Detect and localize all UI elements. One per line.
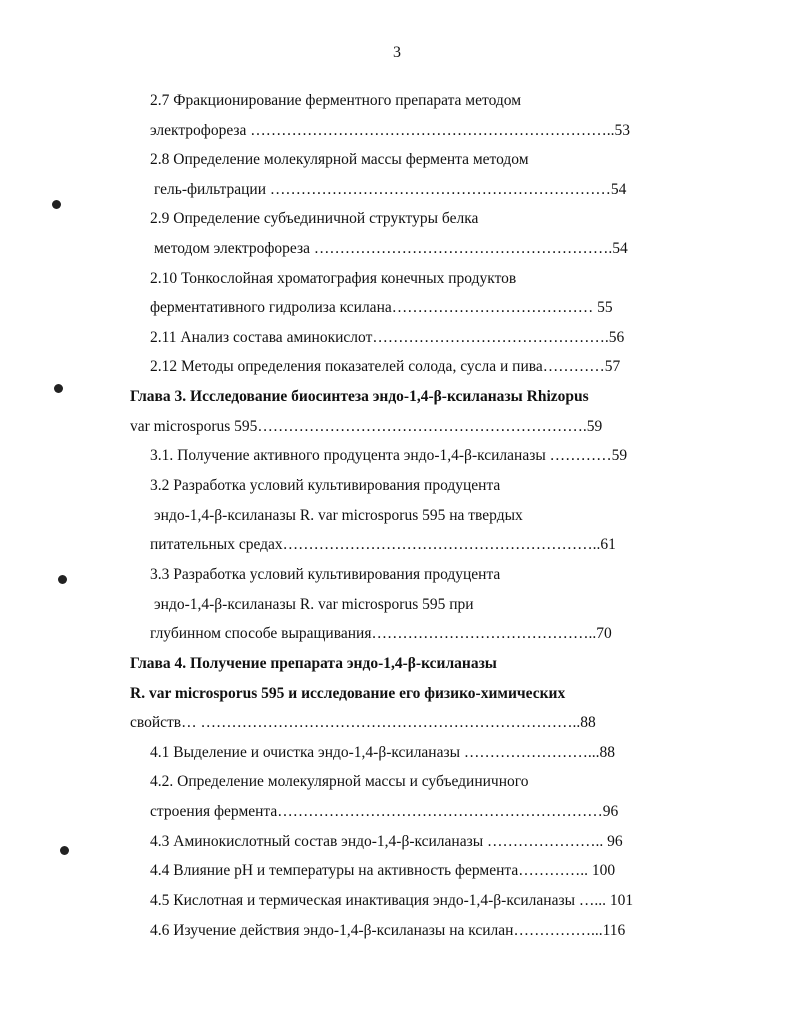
toc-line (0, 712, 794, 734)
toc-text: 4.5 Кислотная и термическая инактивация эндо-1,4-β-ксиланазы …... 101 (150, 892, 634, 909)
scan-mark (60, 846, 69, 855)
toc-line (0, 594, 794, 616)
toc-text: 2.8 Определение молекулярной массы фермента методом (150, 151, 529, 168)
toc-text: 4.6 Изучение действия эндо-1,4-β-ксиланазы на ксилан……………...116 (150, 922, 626, 939)
toc-line (0, 327, 794, 349)
toc-text: гель-фильтрации …………………………………………………………54 (154, 181, 627, 198)
toc-line (0, 801, 794, 823)
toc-line (0, 890, 794, 912)
toc-text: 2.11 Анализ состава аминокислот……………………………………….56 (150, 329, 625, 346)
toc-line (0, 179, 794, 201)
toc-line (0, 564, 794, 586)
toc-text: 2.9 Определение субъединичной структуры белка (150, 210, 479, 227)
toc-line (0, 416, 794, 438)
toc-line (0, 90, 794, 112)
chapter-heading (0, 653, 794, 675)
toc-line (0, 860, 794, 882)
toc-line (0, 445, 794, 467)
toc-text: Глава 3. Исследование биосинтеза эндо-1,4-β-ксиланазы Rhizopus (130, 388, 589, 405)
toc-text: питательных средах……………………………………………………..61 (150, 536, 616, 553)
toc-text: var microsporus 595……………………………………………………….59 (130, 418, 603, 435)
toc-line (0, 920, 794, 942)
toc-line (0, 505, 794, 527)
toc-line (0, 297, 794, 319)
toc-text: 3.3 Разработка условий культивирования продуцента (150, 566, 501, 583)
toc-text: 2.10 Тонкослойная хроматография конечных продуктов (150, 270, 517, 287)
toc-line (0, 208, 794, 230)
toc-line (0, 238, 794, 260)
toc-line (0, 742, 794, 764)
toc-text: строения фермента………………………………………………………96 (150, 803, 619, 820)
toc-text: свойств… ………………………………………………………………..88 (130, 714, 596, 731)
toc-text: эндо-1,4-β-ксиланазы R. var microsporus 595 на твердых (154, 507, 523, 524)
scan-mark (54, 384, 63, 393)
toc-line (0, 771, 794, 793)
toc-text: 4.1 Выделение и очистка эндо-1,4-β-ксиланазы ……………………...88 (150, 744, 616, 761)
toc-line (0, 831, 794, 853)
chapter-heading (0, 386, 794, 408)
toc-line (0, 475, 794, 497)
toc-text: методом электрофореза ………………………………………………….54 (154, 240, 628, 257)
toc-line (0, 534, 794, 556)
toc-line (0, 149, 794, 171)
toc-text: R. var microsporus 595 и исследование его физико-химических (130, 685, 566, 702)
toc-text: 2.12 Методы определения показателей солода, сусла и пива…………57 (150, 358, 621, 375)
scan-mark (58, 575, 67, 584)
toc-text: 4.3 Аминокислотный состав эндо-1,4-β-ксиланазы ………………….. 96 (150, 833, 623, 850)
toc-text: Глава 4. Получение препарата эндо-1,4-β-ксиланазы (130, 655, 497, 672)
toc-text: эндо-1,4-β-ксиланазы R. var microsporus 595 при (154, 596, 474, 613)
toc-text: электрофореза ……………………………………………………………..53 (150, 122, 631, 139)
toc-text: 4.2. Определение молекулярной массы и субъединичного (150, 773, 529, 790)
toc-text: 3.1. Получение активного продуцента эндо-1,4-β-ксиланазы …………59 (150, 447, 628, 464)
chapter-heading (0, 683, 794, 705)
page-number: 3 (393, 44, 401, 61)
toc-text: 3.2 Разработка условий культивирования продуцента (150, 477, 501, 494)
toc-line (0, 268, 794, 290)
toc-text: ферментативного гидролиза ксилана………………………………… 55 (150, 299, 613, 316)
scan-mark (52, 200, 61, 209)
toc-text: 2.7 Фракционирование ферментного препарата методом (150, 92, 522, 109)
toc-text: глубинном способе выращивания……………………………………..70 (150, 625, 612, 642)
toc-line (0, 356, 794, 378)
toc-line (0, 623, 794, 645)
toc-line (0, 120, 794, 142)
toc-text: 4.4 Влияние pH и температуры на активность фермента………….. 100 (150, 862, 616, 879)
